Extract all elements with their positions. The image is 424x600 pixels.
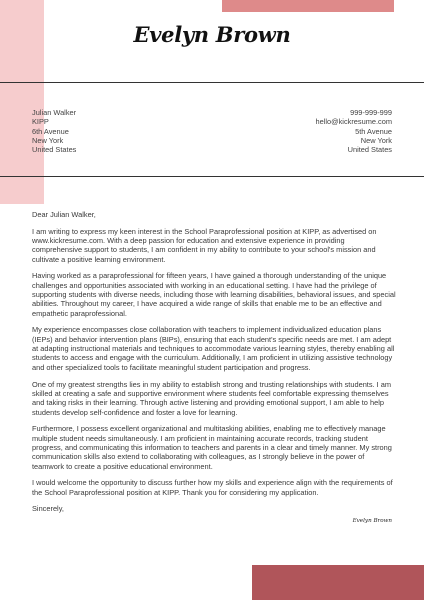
recipient-street: 6th Avenue [32, 126, 69, 136]
salutation: Dear Julian Walker, [32, 210, 96, 219]
sender-country: United States [347, 145, 392, 155]
closing: Sincerely, [32, 504, 64, 514]
letter-body [32, 210, 396, 521]
sender-street: 5th Avenue [355, 126, 392, 136]
divider-bottom [0, 176, 424, 177]
top-accent-bar [222, 0, 394, 12]
recipient-company: KIPP [32, 117, 49, 127]
recipient-country: United States [32, 145, 77, 155]
paragraph-6: I would welcome the opportunity to discuss further how my skills and experience align with the requirements of the School Paraprofessional position at KIPP. Thank you for considering my application. [32, 478, 393, 497]
header-name: Evelyn Brown [133, 22, 291, 47]
recipient-name: Julian Walker [32, 108, 77, 117]
divider-top [0, 82, 424, 83]
paragraph-2: Having worked as a paraprofessional for fifteen years, I have gained a thorough understanding of the unique challenges and opportunities associated with working in an educational setting. I have had the privilege of supporting students with diverse needs, including those with learning disabilities, behavioral issues, and special abilities. Throughout my career, I have acquired a wide range of skills that enable me to be an effective and empathetic paraprofessional. [32, 271, 396, 318]
paragraph-3: My experience encompasses close collaboration with teachers to implement individualized education plans (IEPs) and behavior intervention plans (BIPs), ensuring that each student's specific needs are met. I am adept at adapting instructional materials and techniques to accommodate various learning styles, thereby enabling all students to access and engage with the curriculum. Additionally, I am proficient in utilizing assistive technology and other specialized tools to facilitate meaningful student participation and progress. [32, 325, 395, 372]
bottom-accent-bar [252, 565, 424, 600]
paragraph-4: One of my greatest strengths lies in my ability to establish strong and trusting relationships with students. I am skilled at creating a safe and supportive environment where students feel comfortable expressing themselves and taking risks in their learning. Through active listening and providing emotional support, I am able to help students develop self-confidence and foster a love for learning. [32, 379, 392, 417]
recipient-city: New York [32, 135, 64, 145]
sender-city: New York [360, 135, 392, 145]
paragraph-1: I am writing to express my keen interest in the School Paraprofessional position at KIPP, as advertised on www.kickresume.com. With a deep passion for education and extensive experience in providing comprehensive support to students, I am confident in my ability to contribute to your school's mission and cultivate a positive learning environment. [32, 226, 377, 264]
recipient-block [32, 108, 76, 154]
signature: Evelyn Brown [352, 518, 392, 524]
sender-block [315, 108, 392, 154]
sender-email: hello@kickresume.com [315, 117, 392, 127]
paragraph-5: Furthermore, I possess excellent organizational and multitasking abilities, enabling me to effectively manage multiple student needs simultaneously. I am proficient in maintaining accurate records, tracking student progress, and communicating this information to teachers and parents in a clear and timely manner. My strong communication skills also extend to collaborating with colleagues, as I strongly believe in the power of teamwork to create a positive educational environment. [32, 424, 392, 471]
sender-phone: 999-999-999 [350, 108, 392, 117]
